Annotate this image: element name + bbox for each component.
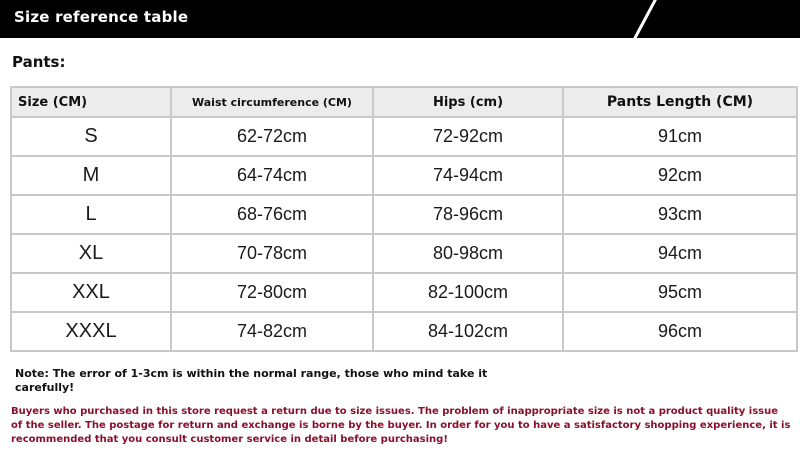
column-header-size: Size (CM) [11,87,171,117]
page-title: Size reference table [14,8,189,26]
waist-cell: 70-78cm [171,234,373,273]
pants-length-cell: 96cm [563,312,797,351]
waist-cell: 62-72cm [171,117,373,156]
waist-cell: 64-74cm [171,156,373,195]
hips-cell: 72-92cm [373,117,563,156]
pants-length-cell: 95cm [563,273,797,312]
pants-length-cell: 94cm [563,234,797,273]
hips-cell: 74-94cm [373,156,563,195]
table-header-row [11,87,797,117]
waist-cell: 68-76cm [171,195,373,234]
hips-cell: 80-98cm [373,234,563,273]
size-cell: XXL [11,273,171,312]
column-header-pants-length: Pants Length (CM) [563,87,797,117]
header-slash-decoration [629,0,658,38]
table-row [11,234,797,273]
pants-length-cell: 91cm [563,117,797,156]
column-header-waist: Waist circumference (CM) [171,87,373,117]
pants-length-cell: 93cm [563,195,797,234]
note-text: Note: The error of 1-3cm is within the normal range, those who mind take it carefully! [15,367,488,394]
disclaimer-text: Buyers who purchased in this store request a return due to size issues. The problem of inappropriate size is not a product quality issue of the seller. The postage for return and exchange is borne by the buyer. In order for you to have a satisfactory shopping experience, it is recommended that you consult customer service in detail before purchasing! [11,406,791,445]
column-header-hips: Hips (cm) [373,87,563,117]
table-row [11,117,797,156]
size-cell: L [11,195,171,234]
table-row [11,156,797,195]
section-label: Pants: [12,53,66,71]
size-cell: M [11,156,171,195]
size-cell: XXXL [11,312,171,351]
header-bar [0,0,800,38]
hips-cell: 78-96cm [373,195,563,234]
table-row [11,195,797,234]
size-table [10,86,798,352]
waist-cell: 72-80cm [171,273,373,312]
size-cell: XL [11,234,171,273]
hips-cell: 84-102cm [373,312,563,351]
table-row [11,273,797,312]
pants-length-cell: 92cm [563,156,797,195]
hips-cell: 82-100cm [373,273,563,312]
waist-cell: 74-82cm [171,312,373,351]
size-cell: S [11,117,171,156]
table-row [11,312,797,351]
